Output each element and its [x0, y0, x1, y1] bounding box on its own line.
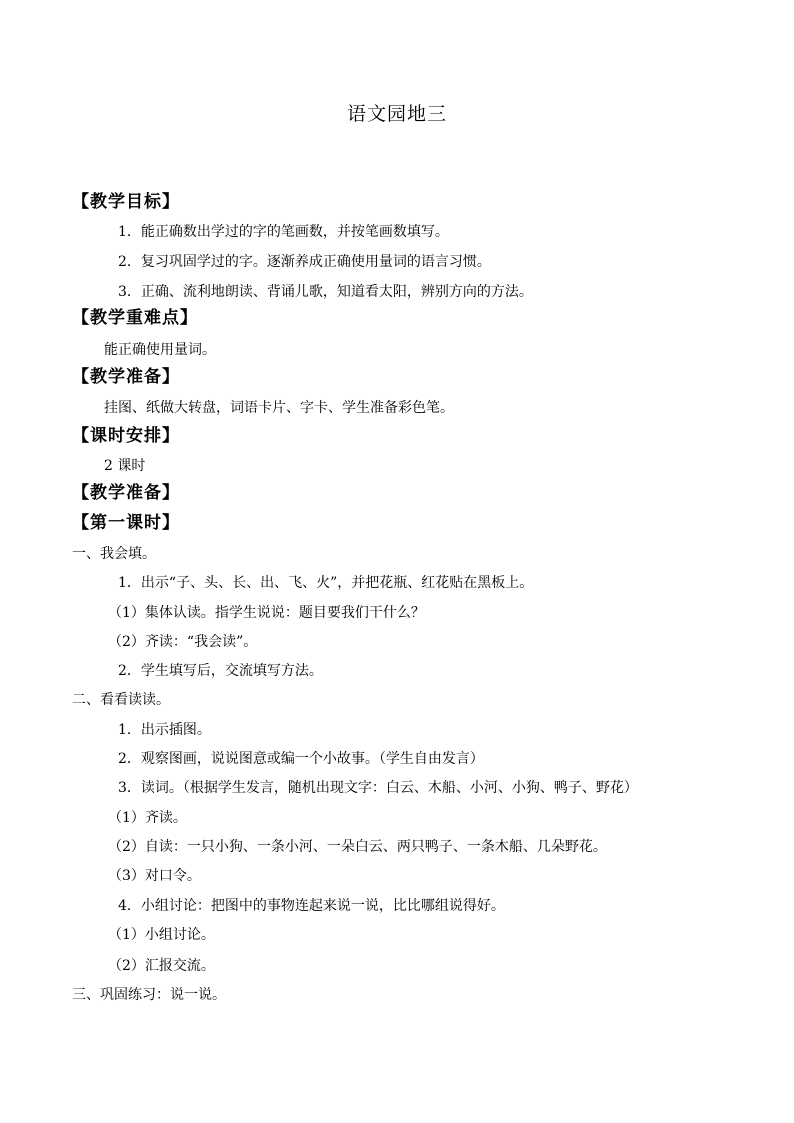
heading-preparation: 【教学准备】 [72, 367, 180, 387]
heading-key-difficulties: 【教学重难点】 [72, 308, 198, 328]
step-2-4-a: （1）小组讨论。 [108, 927, 215, 943]
goal-item-2: 2．复习巩固学过的字。逐渐养成正确使用量词的语言习惯。 [118, 254, 491, 270]
step-2-3-b: （2）自读：一只小狗、一条小河、一朵白云、两只鸭子、一条木船、几朵野花。 [108, 839, 607, 855]
step-1-1: 1．出示“子、头、长、出、飞、火”，并把花瓶、红花贴在黑板上。 [118, 575, 534, 591]
key-difficulty-text: 能正确使用量词。 [104, 342, 216, 358]
step-2-3-c: （3）对口令。 [108, 868, 201, 884]
heading-first-lesson: 【第一课时】 [72, 513, 180, 533]
schedule-text: 2 课时 [104, 458, 146, 474]
heading-preparation-2: 【教学准备】 [72, 483, 180, 503]
step-2-3: 3．读词。（根据学生发言，随机出现文字：白云、木船、小河、小狗、鸭子、野花） [118, 780, 638, 796]
section-fill-in: 一、我会填。 [72, 546, 156, 562]
step-2-2: 2．观察图画，说说图意或编一个小故事。（学生自由发言） [118, 751, 484, 767]
step-2-4: 4．小组讨论：把图中的事物连起来说一说，比比哪组说得好。 [118, 898, 505, 914]
goal-item-1: 1．能正确数出学过的字的笔画数，并按笔画数填写。 [118, 224, 449, 240]
preparation-text: 挂图、纸做大转盘，词语卡片、字卡、学生准备彩色笔。 [104, 400, 454, 416]
section-consolidation: 三、巩固练习：说一说。 [72, 987, 226, 1003]
goal-item-3: 3．正确、流利地朗读、背诵儿歌，知道看太阳，辨别方向的方法。 [118, 284, 533, 300]
step-2-4-b: （2）汇报交流。 [108, 958, 215, 974]
step-2-3-a: （1）齐读。 [108, 810, 187, 826]
heading-teaching-goals: 【教学目标】 [72, 192, 180, 212]
step-1-2: 2．学生填写后，交流填写方法。 [118, 663, 323, 679]
heading-schedule: 【课时安排】 [72, 426, 180, 446]
section-look-and-read: 二、看看读读。 [72, 692, 170, 708]
step-2-1: 1．出示插图。 [118, 722, 211, 738]
step-1-1-a: （1）集体认读。指学生说说：题目要我们干什么？ [108, 605, 425, 621]
step-1-1-b: （2）齐读：“我会读”。 [108, 634, 258, 650]
document-title: 语文园地三 [346, 103, 447, 125]
